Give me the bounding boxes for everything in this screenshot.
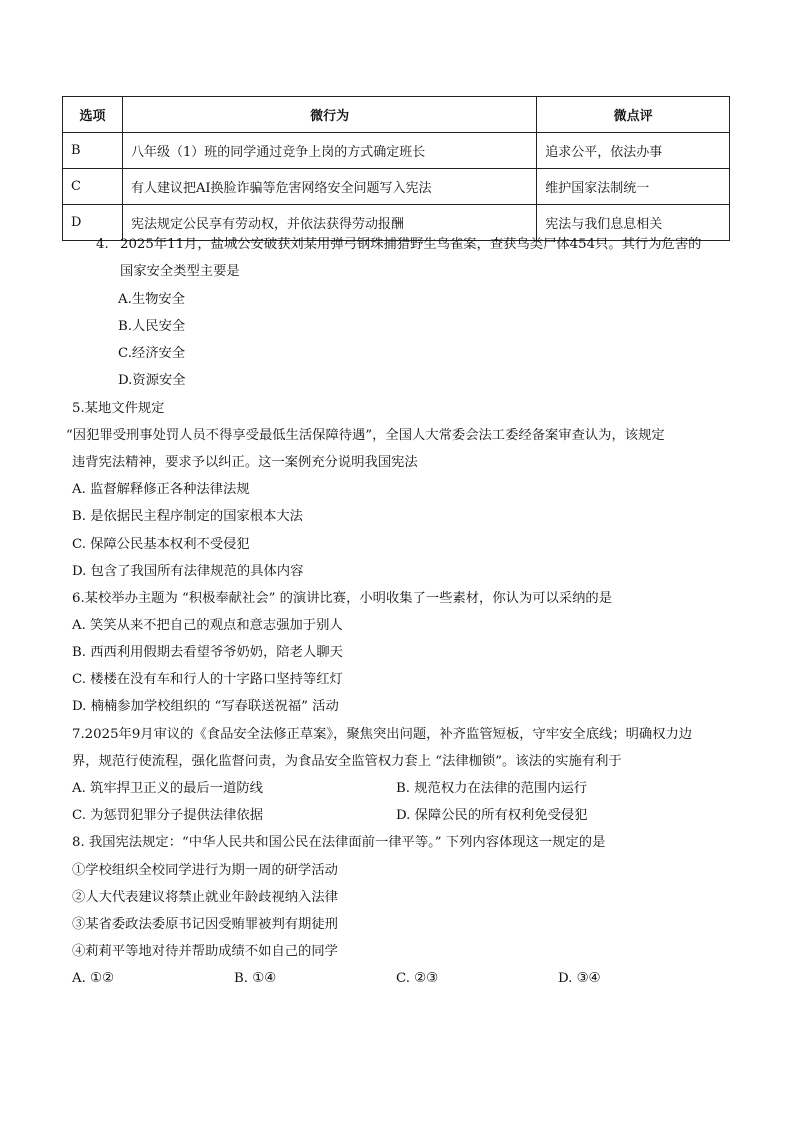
q8-option: C. ②③	[396, 971, 438, 986]
q7-stem-line: 界，规范行使流程，强化监督问责，为食品安全监管权力套上 “法律枷锁”。该法的实施有利于	[72, 754, 622, 769]
q8-option: A. ①②	[72, 971, 114, 986]
q8-item: ③某省委政法委原书记因受贿罪被判有期徒刑	[72, 917, 338, 932]
q4-option: D.资源安全	[118, 373, 186, 388]
table-header: 选项	[63, 97, 123, 133]
table-header-row	[63, 97, 730, 133]
q8-stem-line: 8. 我国宪法规定：“中华人民共和国公民在法律面前一律平等。” 下列内容体现这一规定的是	[72, 835, 606, 850]
table-cell: 宪法规定公民享有劳动权，并依法获得劳动报酬	[122, 205, 536, 241]
q8-item: ①学校组织全校同学进行为期一周的研学活动	[72, 863, 338, 878]
q5-stem-line: “因犯罪受刑事处罚人员不得享受最低生活保障待遇”，全国人大常委会法工委经备案审查认为，该规定	[66, 428, 665, 443]
q7-option: D. 保障公民的所有权利免受侵犯	[396, 808, 588, 823]
table-header: 微行为	[122, 97, 536, 133]
q5-option: B. 是依据民主程序制定的国家根本大法	[72, 509, 303, 524]
table-row	[63, 133, 730, 169]
q4-stem-line: 国家安全类型主要是	[120, 264, 240, 279]
q4-option: B.人民安全	[118, 319, 186, 334]
table-row	[63, 169, 730, 205]
table-header: 微点评	[537, 97, 730, 133]
q6-option: B. 西西利用假期去看望爷爷奶奶，陪老人聊天	[72, 645, 343, 660]
q5-option: D. 包含了我国所有法律规范的具体内容	[72, 564, 304, 579]
q5-option: A. 监督解释修正各种法律法规	[72, 482, 250, 497]
table-cell: D	[63, 205, 123, 241]
q5-option: C. 保障公民基本权利不受侵犯	[72, 537, 250, 552]
q4-stem-line: 2025年11月，盐城公安破获刘某用弹弓钢珠捕猎野生鸟雀案，查获鸟类尸体454只。其行为危害的	[120, 237, 702, 252]
q8-item: ④莉莉平等地对待并帮助成绩不如自己的同学	[72, 944, 338, 959]
table-cell: 追求公平，依法办事	[537, 133, 730, 169]
table-cell: 有人建议把AI换脸诈骗等危害网络安全问题写入宪法	[122, 169, 536, 205]
table-cell: C	[63, 169, 123, 205]
q4-option: A.生物安全	[118, 292, 186, 307]
q6-option: D. 楠楠参加学校组织的 “写春联送祝福” 活动	[72, 699, 339, 714]
q6-stem-line: 6.某校举办主题为 “积极奉献社会” 的演讲比赛，小明收集了一些素材，你认为可以采纳的是	[72, 591, 613, 606]
q4-number: 4.	[96, 237, 109, 252]
q8-item: ②人大代表建议将禁止就业年龄歧视纳入法律	[72, 890, 338, 905]
q6-option: A. 笑笑从来不把自己的观点和意志强加于别人	[72, 618, 343, 633]
table-cell: 八年级（1）班的同学通过竞争上岗的方式确定班长	[122, 133, 536, 169]
q4-option: C.经济安全	[118, 346, 186, 361]
q5-stem-line: 违背宪法精神，要求予以纠正。这一案例充分说明我国宪法	[72, 455, 418, 470]
q7-option: B. 规范权力在法律的范围内运行	[396, 781, 588, 796]
table-cell: 维护国家法制统一	[537, 169, 730, 205]
options-table	[62, 96, 730, 241]
q7-option: C. 为惩罚犯罪分子提供法律依据	[72, 808, 264, 823]
q8-option: D. ③④	[558, 971, 601, 986]
q6-option: C. 楼楼在没有车和行人的十字路口坚持等红灯	[72, 672, 343, 687]
q7-stem-line: 7.2025年9月审议的《食品安全法修正草案》，聚焦突出问题，补齐监管短板，守牢安全底线；明确权力边	[72, 727, 693, 742]
q8-option: B. ①④	[234, 971, 277, 986]
table-cell: 宪法与我们息息相关	[537, 205, 730, 241]
table-cell: B	[63, 133, 123, 169]
q7-option: A. 筑牢捍卫正义的最后一道防线	[72, 781, 263, 796]
q5-stem-line: 5.某地文件规定	[72, 401, 165, 416]
